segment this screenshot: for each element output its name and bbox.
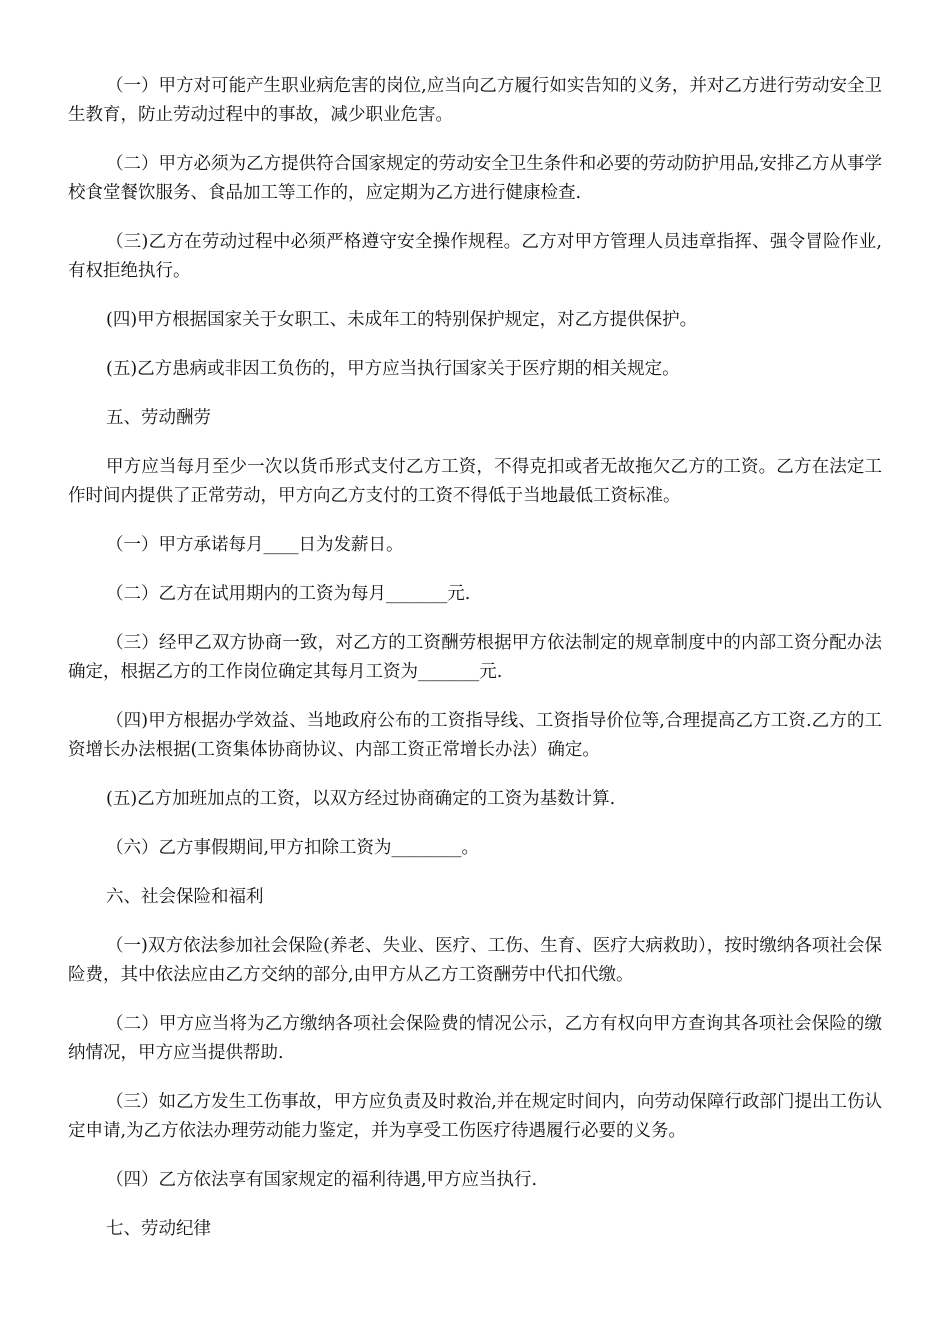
clause-overtime-pay: (五)乙方加班加点的工资，以双方经过协商确定的工资为基数计算. <box>106 789 616 809</box>
clause-work-injury: （三）如乙方发生工伤事故，甲方应负责及时救治,并在规定时间内，向劳动保障行政部门提出工伤认定申请,为乙方依法办理劳动能力鉴定，并为享受工伤医疗待遇履行必要的义务。 <box>68 1092 882 1141</box>
clause-leave-deduction: （六）乙方事假期间,甲方扣除工资为________。 <box>106 838 480 858</box>
clause-wage-payment: 甲方应当每月至少一次以货币形式支付乙方工资，不得克扣或者无故拖欠乙方的工资。乙方在法定工作时间内提供了正常劳动，甲方向乙方支付的工资不得低于当地最低工资标准。 <box>68 457 882 506</box>
contract-text <box>68 72 882 1264</box>
section-heading-labor-discipline: 七、劳动纪律 <box>106 1219 211 1239</box>
clause-welfare: （四）乙方依法享有国家规定的福利待遇,甲方应当执行. <box>106 1170 538 1190</box>
clause-insurance-participation: （一)双方依法参加社会保险(养老、失业、医疗、工伤、生育、医疗大病救助），按时缴纳各项社会保险费，其中依法应由乙方交纳的部分,由甲方从乙方工资酬劳中代扣代缴。 <box>68 936 882 985</box>
clause-medical-period: (五)乙方患病或非因工负伤的，甲方应当执行国家关于医疗期的相关规定。 <box>106 359 680 379</box>
clause-payday: （一）甲方承诺每月____日为发薪日。 <box>106 535 404 555</box>
clause-monthly-wage: （三）经甲乙双方协商一致，对乙方的工资酬劳根据甲方依法制定的规章制度中的内部工资分配办法确定，根据乙方的工作岗位确定其每月工资为_______元. <box>68 633 882 682</box>
clause-safety-notice: （一）甲方对可能产生职业病危害的岗位,应当向乙方履行如实告知的义务，并对乙方进行劳动安全卫生教育，防止劳动过程中的事故，减少职业危害。 <box>68 76 882 125</box>
clause-safety-rules: （三)乙方在劳动过程中必须严格遵守安全操作规程。乙方对甲方管理人员违章指挥、强令冒险作业,有权拒绝执行。 <box>68 232 882 281</box>
section-heading-social-insurance: 六、社会保险和福利 <box>106 887 264 907</box>
clause-special-protection: (四)甲方根据国家关于女职工、未成年工的特别保护规定，对乙方提供保护。 <box>106 310 698 330</box>
section-heading-remuneration: 五、劳动酬劳 <box>106 408 211 428</box>
clause-insurance-disclosure: （二）甲方应当将为乙方缴纳各项社会保险费的情况公示，乙方有权向甲方查询其各项社会保险的缴纳情况，甲方应当提供帮助. <box>68 1014 882 1063</box>
clause-wage-increase: （四)甲方根据办学效益、当地政府公布的工资指导线、工资指导价位等,合理提高乙方工资.乙方的工资增长办法根据(工资集体协商协议、内部工资正常增长办法）确定。 <box>68 711 882 760</box>
clause-protective-equipment: （二）甲方必须为乙方提供符合国家规定的劳动安全卫生条件和必要的劳动防护用品,安排乙方从事学校食堂餐饮服务、食品加工等工作的，应定期为乙方进行健康检查. <box>68 154 882 203</box>
clause-probation-wage: （二）乙方在试用期内的工资为每月_______元. <box>106 584 471 604</box>
